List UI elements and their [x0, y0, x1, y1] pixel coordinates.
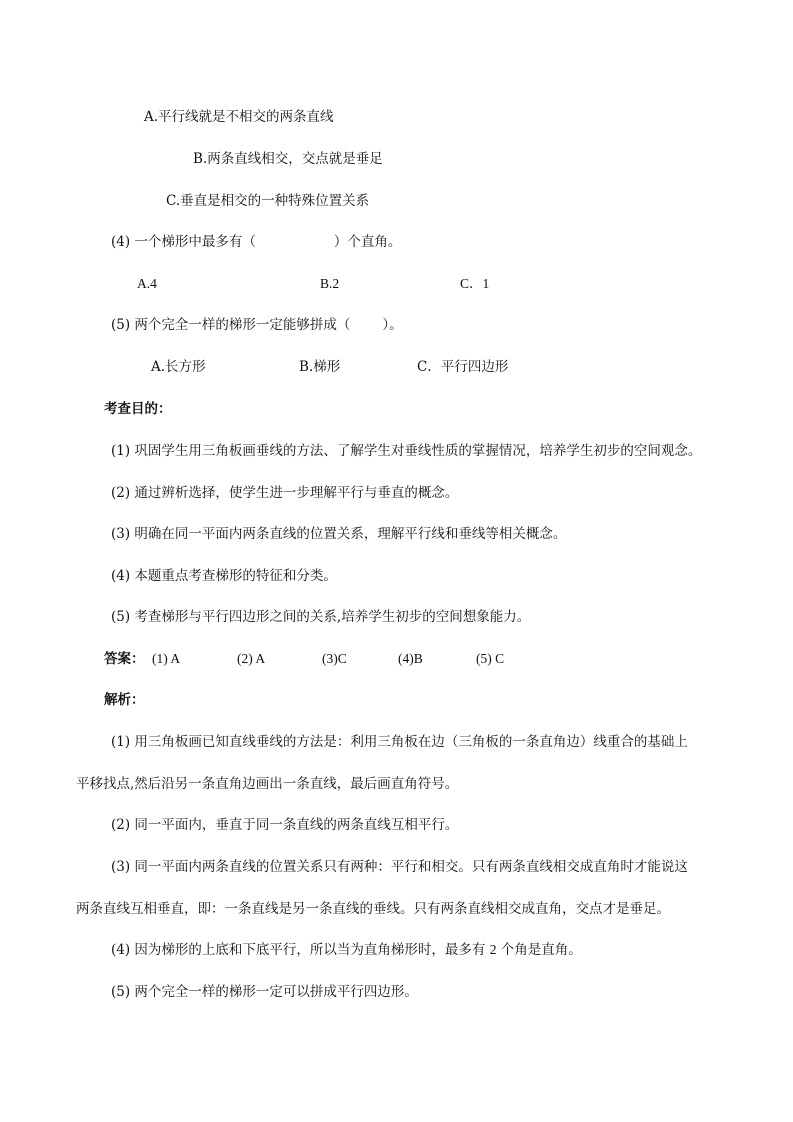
purpose-item-4: (4) 本题重点考查梯形的特征和分类。	[111, 568, 337, 584]
q5-stem-end: ）。	[382, 317, 403, 333]
analysis-p1-line1: (1) 用三角板画已知直线垂线的方法是：利用三角板在边（三角板的一条直角边）线重合的基础上	[111, 734, 688, 750]
analysis-p1-line2: 平移找点,然后沿另一条直角边画出一条直线，最后画直角符号。	[76, 776, 459, 792]
q5-option-c: C．平行四边形	[417, 359, 509, 375]
analysis-p4	[111, 941, 582, 959]
q5-option-a: A.长方形	[151, 359, 206, 375]
answer-item-2: (2) A	[237, 651, 266, 666]
q3-option-c: C.垂直是相交的一种特殊位置关系	[166, 193, 370, 209]
answer-row	[104, 650, 145, 668]
answer-item-4: (4)B	[398, 651, 423, 666]
q5-stem	[111, 316, 403, 334]
q4-stem	[111, 233, 401, 251]
answer-item-1: (1) A	[152, 651, 181, 666]
purpose-item-2: (2) 通过辨析选择，使学生进一步理解平行与垂直的概念。	[111, 485, 459, 501]
q5-stem-start: (5) 两个完全一样的梯形一定能够拼成（	[111, 317, 351, 333]
analysis-p3-line1: (3) 同一平面内两条直线的位置关系只有两种：平行和相交。只有两条直线相交成直角时才能说这	[111, 859, 688, 875]
analysis-p3-line2: 两条直线互相垂直，即：一条直线是另一条直线的垂线。只有两条直线相交成直角，交点才是垂足。	[76, 901, 670, 917]
analysis-p4-start: (4) 因为梯形的上底和下底平行，所以当为直角梯形时，最多有	[111, 942, 486, 958]
purpose-item-1: (1) 巩固学生用三角板画垂线的方法、了解学生对垂线性质的掌握情况，培养学生初步的空间观念。	[111, 443, 702, 459]
purpose-item-5: (5) 考查梯形与平行四边形之间的关系,培养学生初步的空间想象能力。	[111, 609, 531, 625]
q4-option-a: A.4	[137, 276, 157, 291]
analysis-heading: 解析：	[104, 692, 145, 708]
q3-option-a: A.平行线就是不相交的两条直线	[144, 109, 334, 125]
answer-item-3: (3)C	[322, 651, 347, 666]
q4-stem-end: ）个直角。	[333, 234, 402, 250]
q4-option-b: B.2	[320, 276, 340, 291]
analysis-p4-number: 2	[489, 942, 497, 957]
answer-item-5: (5) C	[476, 651, 505, 666]
q5-option-b: B.梯形	[299, 359, 341, 375]
q3-option-b: B.两条直线相交，交点就是垂足	[193, 151, 383, 167]
answer-heading: 答案：	[104, 651, 145, 667]
q4-stem-start: (4) 一个梯形中最多有（	[111, 234, 256, 250]
purpose-item-3: (3) 明确在同一平面内两条直线的位置关系，理解平行线和垂线等相关概念。	[111, 526, 567, 542]
analysis-p4-end: 个角是直角。	[500, 942, 582, 958]
analysis-p5: (5) 两个完全一样的梯形一定可以拼成平行四边形。	[111, 984, 418, 1000]
purpose-heading: 考查目的：	[104, 401, 172, 417]
q4-option-c: C．1	[460, 276, 490, 291]
analysis-p2: (2) 同一平面内，垂直于同一条直线的两条直线互相平行。	[111, 817, 459, 833]
